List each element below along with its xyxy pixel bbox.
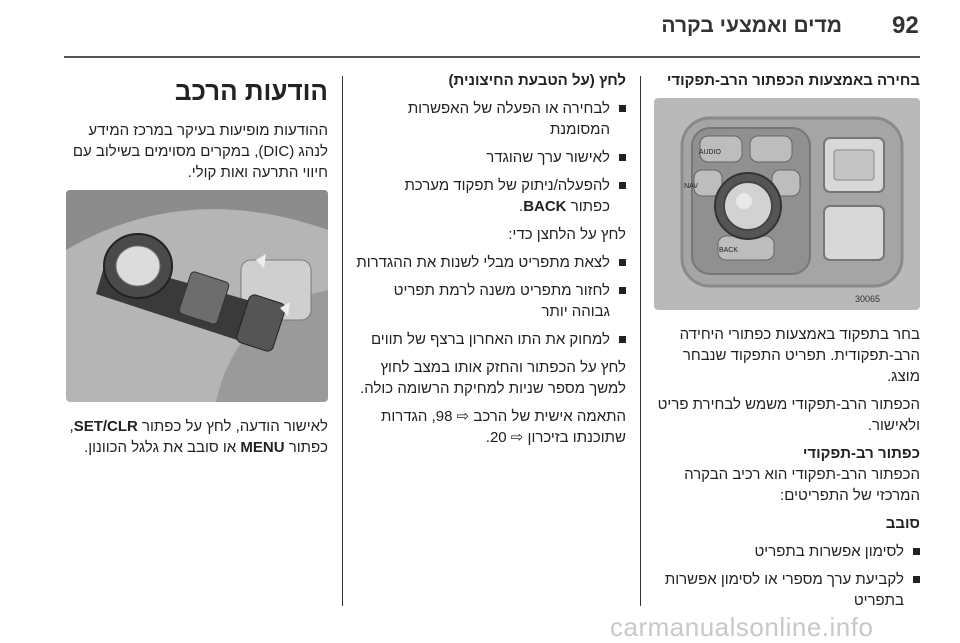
list-item: לבחירה או הפעלה של האפשרות המסומנת — [356, 98, 626, 140]
paragraph: הכפתור הרב-תפקודי הוא רכיב הבקרה המרכזי של התפריטים: — [684, 466, 920, 504]
page-header — [0, 0, 960, 62]
list-item: לקביעת ערך מספרי או לסימון אפשרות בתפריט — [654, 569, 920, 611]
list-item: לאישור ערך שהוגדר — [356, 147, 626, 168]
multifunction-knob-photo — [654, 98, 920, 310]
set-clr-name: SET/CLR — [73, 418, 138, 435]
list-item: למחוק את התו האחרון ברצף של תווים — [356, 329, 626, 350]
section-heading: לחץ (על הטבעת החיצונית) — [448, 72, 626, 89]
list-item — [356, 175, 626, 217]
column-left — [60, 70, 328, 465]
section-heading: בחירה באמצעות הכפתור הרב-תפקודי — [666, 72, 920, 89]
subheading: סובב — [885, 515, 920, 532]
cross-reference: התאמה אישית של הרכב ⇨ 98, הגדרות שתוכנתו בזיכרון ⇨ 20. — [380, 408, 626, 446]
back-suffix: . — [519, 198, 524, 215]
bullet-list — [654, 541, 920, 611]
photo-caption — [60, 416, 328, 458]
column-middle — [356, 70, 626, 455]
paragraph: לחץ על הכפתור והחזק אותו במצב לחוץ למשך מספר שניות למחיקת הרשומה כולה. — [360, 359, 626, 397]
menu-name: MENU — [240, 439, 285, 456]
back-button-name: BACK — [523, 198, 567, 215]
figure-number: 30065 — [854, 294, 880, 304]
caption-text: לאישור הודעה, לחץ על כפתור — [137, 418, 328, 435]
caption-text: , כפתור — [69, 418, 328, 456]
paragraph: בחר בתפקוד באמצעות כפתורי היחידה הרב-תפקודית. תפריט התפקוד שנבחר מוצג. — [679, 326, 920, 385]
nav-label: NAV — [684, 183, 698, 190]
column-divider — [342, 76, 343, 606]
list-item-text: להפעלה/ניתוק של תפקוד מערכת — [404, 177, 610, 194]
chapter-title: מדים ואמצעי בקרה — [661, 14, 842, 37]
list-item: לסימון אפשרות בתפריט — [654, 541, 920, 562]
back-prefix: כפתור — [566, 198, 610, 215]
column-right — [654, 70, 920, 618]
list-item: לצאת מתפריט מבלי לשנות את ההגדרות — [356, 252, 626, 273]
subheading: כפתור רב-תפקודי — [802, 445, 920, 462]
back-label: BACK — [718, 247, 738, 254]
bullet-list — [356, 252, 626, 350]
turn-signal-lever-photo — [66, 190, 328, 402]
caption-text: או סובב את גלגל הכוונון. — [84, 439, 241, 456]
paragraph: ההודעות מופיעות בעיקר במרכז המידע לנהג (DIC), במקרים מסוימים בשילוב עם חיווי התרעה ואות קולי. — [72, 122, 328, 181]
list-item: לחזור מתפריט משנה לרמת תפריט גבוהה יותר — [356, 280, 626, 322]
paragraph: לחץ על הלחצן כדי: — [508, 226, 626, 243]
watermark: carmanualsonline.info — [610, 612, 874, 642]
section-title: הודעות הרכב — [174, 76, 328, 106]
paragraph: הכפתור הרב-תפקודי משמש לבחירת פריט ולאישור. — [657, 396, 920, 434]
column-divider — [640, 76, 641, 606]
page-number: 92 — [892, 12, 919, 39]
bullet-list — [356, 98, 626, 217]
audio-label: AUDIO — [698, 149, 721, 156]
header-divider — [64, 56, 920, 58]
